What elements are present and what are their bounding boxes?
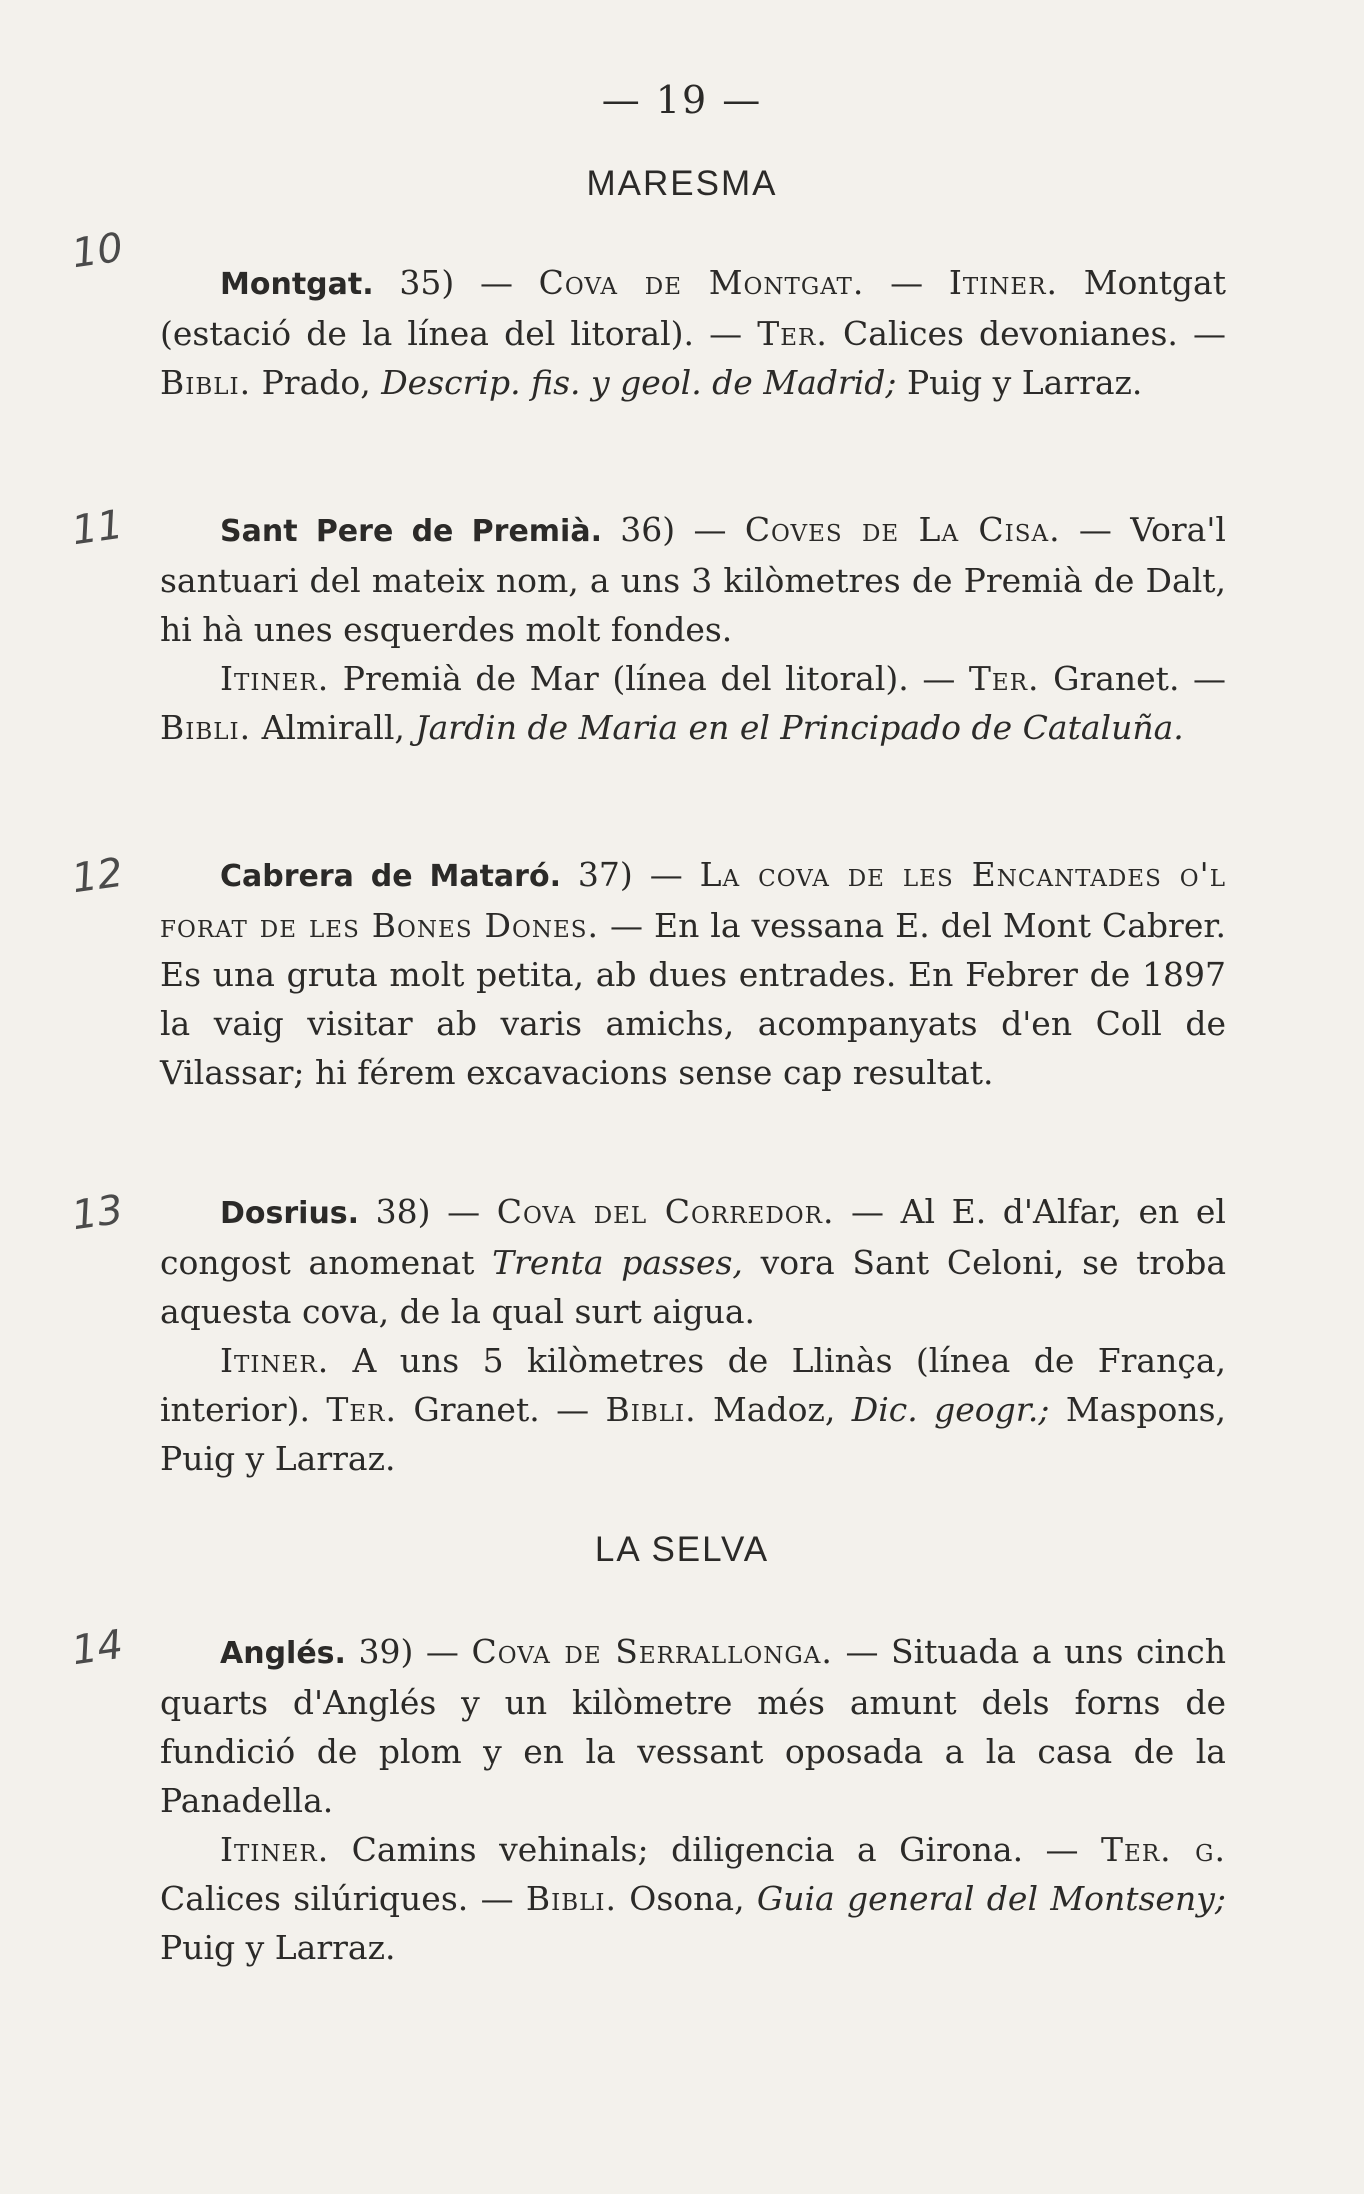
text-segment: Itiner. — [220, 659, 330, 698]
place-name: Dosrius. — [220, 1196, 360, 1231]
entry-paragraph — [160, 258, 1226, 407]
text-segment: Ter. — [968, 659, 1040, 698]
text-segment: 36) — — [601, 510, 745, 549]
text-segment: — En la vessana E. del Mont Cabrer. Es una gruta molt petita, ab dues entrades. En Febrer de 1897 la vaig visitar ab varis amichs, acompanyats d'en Coll de Vilassar; hi férem excavacions sense cap resultat. — [160, 906, 1226, 1092]
entry-dosrius — [160, 1187, 1226, 1483]
entry-paragraph — [160, 1825, 1226, 1972]
text-segment: Ter. — [757, 314, 828, 353]
place-name: Cabrera de Mataró. — [220, 859, 561, 894]
text-segment: 35) — — [373, 263, 539, 302]
text-segment: 39) — — [345, 1632, 472, 1671]
margin-note: 10 — [69, 224, 126, 278]
text-segment: Jardin de Maria en el Principado de Cataluña. — [415, 708, 1184, 747]
place-name: Montgat. — [220, 267, 374, 302]
entry-sant-pere-de-premia — [160, 505, 1226, 752]
text-segment: Prado, — [251, 363, 382, 402]
text-segment: — Al E. d'Alfar, en el congost anomenat — [160, 1192, 1226, 1282]
text-segment: Bibli. — [605, 1390, 697, 1429]
text-segment: 37) — — [560, 855, 700, 894]
entry-montgat — [160, 258, 1226, 407]
text-segment: Osona, — [616, 1879, 757, 1918]
text-segment: Bibli. — [160, 363, 252, 402]
text-segment: — — [864, 263, 949, 302]
text-segment: 38) — — [359, 1192, 497, 1231]
text-segment: Coves de La Cisa. — [744, 510, 1061, 549]
text-segment: Granet. — — [1039, 659, 1226, 698]
section-title-maresma: MARESMA — [586, 164, 778, 203]
text-segment: Maspons, Puig y Larraz. — [160, 1390, 1226, 1478]
text-segment: Itiner. — [948, 263, 1059, 302]
entry-cabrera-de-mataro — [160, 850, 1226, 1097]
margin-note: 14 — [69, 1621, 126, 1675]
entry-paragraph — [160, 654, 1226, 752]
entry-paragraph — [160, 1336, 1226, 1483]
entry-paragraph — [160, 1627, 1226, 1825]
text-segment: Calices silúriques. — — [160, 1879, 526, 1918]
text-segment: Bibli. — [160, 708, 252, 747]
page-number: — 19 — — [601, 78, 763, 122]
text-segment: Guia general del Montseny; — [756, 1879, 1226, 1918]
place-name: Anglés. — [220, 1636, 346, 1671]
text-segment: vora Sant Celoni, se troba aquesta cova, de la qual surt aigua. — [160, 1243, 1226, 1331]
text-segment: Granet. — — [396, 1390, 606, 1429]
margin-note: 11 — [69, 501, 126, 555]
text-segment: Dic. geogr.; — [851, 1390, 1050, 1429]
text-segment: Almirall, — [251, 708, 416, 747]
text-segment: Camins vehinals; diligencia a Girona. — — [329, 1830, 1102, 1869]
margin-note: 12 — [69, 849, 126, 903]
text-segment: Premià de Mar (línea del litoral). — — [329, 659, 969, 698]
text-segment: Cova del Corredor. — [496, 1192, 835, 1231]
text-segment: Puig y Larraz. — [896, 363, 1143, 402]
text-segment: Itiner. — [220, 1341, 330, 1380]
text-segment: A uns 5 kilòmetres de Llinàs (línea de França, interior). — [160, 1341, 1226, 1429]
text-segment: Itiner. — [220, 1830, 330, 1869]
entry-paragraph — [160, 1187, 1226, 1336]
text-segment: Ter. g. — [1101, 1830, 1226, 1869]
text-segment: — Vora'l santuari del mateix nom, a uns 3 kilòmetres de Premià de Dalt, hi hà unes esquerdes molt fondes. — [160, 510, 1226, 649]
text-segment: Ter. — [326, 1390, 397, 1429]
entry-angles — [160, 1627, 1226, 1972]
text-segment: Descrip. fis. y geol. de Madrid; — [381, 363, 897, 402]
text-segment: Madoz, — [696, 1390, 852, 1429]
text-segment: Puig y Larraz. — [160, 1928, 396, 1967]
section-title-la-selva: LA SELVA — [594, 1530, 770, 1569]
text-segment: Montgat (estació de la línea del litoral). — — [160, 263, 1226, 353]
text-segment: — Situada a uns cinch quarts d'Anglés y un kilòmetre més amunt dels forns de fundició de plom y en la vessant oposada a la casa de la Panadella. — [160, 1632, 1226, 1820]
text-segment: Trenta passes, — [492, 1243, 743, 1282]
text-segment: Bibli. — [525, 1879, 617, 1918]
text-segment: La cova de les Encantades o'l forat de les Bones Dones. — [160, 855, 1226, 945]
text-segment: Calices devonianes. — — [827, 314, 1226, 353]
text-segment: Cova de Montgat. — [538, 263, 865, 302]
entry-paragraph — [160, 505, 1226, 654]
entry-paragraph — [160, 850, 1226, 1097]
text-segment: Cova de Serrallonga. — [471, 1632, 833, 1671]
margin-note: 13 — [69, 1186, 126, 1240]
place-name: Sant Pere de Premià. — [220, 514, 602, 549]
